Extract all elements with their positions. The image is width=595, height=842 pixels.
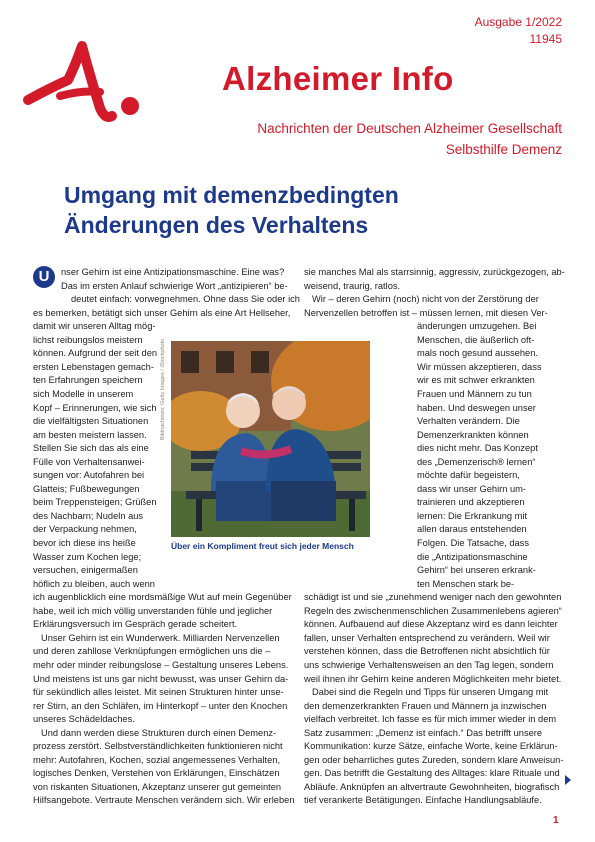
article-line: Hilfsangebote. Vertraute Menschen verändern sich. Wir erleben — [33, 795, 295, 806]
article-line: beim Treppensteigen; Grüßen — [33, 497, 157, 508]
article-line: verstehen können, dass die Betroffenen nicht absichtlich für — [304, 646, 550, 657]
article-line: prozess zerstört. Selbstverständlichkeiten funktionieren nicht — [33, 741, 283, 752]
article-line: der Verpackung nehmen, — [33, 524, 137, 535]
article-line: Kommunikation: kurze Sätze, einfache Worte, keine Erklärun- — [304, 741, 558, 752]
brand-subtitle — [257, 118, 562, 160]
article-line: mehr oder minder reibungslose – Gestaltung unseres Lebens. — [33, 659, 289, 670]
article-line: ich augenblicklich eine mordsmäßige Wut auf mein Gegenüber — [33, 592, 292, 603]
article-line: Fülle von Verhaltensanwei- — [33, 456, 145, 467]
article-line: trainieren und akzeptieren — [417, 497, 525, 508]
article-line: uns schwierige Verhaltensweisen an den Tag legen, sondern — [304, 659, 554, 670]
subtitle-line-2: Selbsthilfe Demenz — [445, 142, 562, 157]
brand-title: Alzheimer Info — [222, 60, 454, 97]
article-line: möchte dafür begeistern, — [417, 470, 520, 481]
issue-info — [475, 14, 562, 48]
article-line: Glatteis; Fußbewegungen — [33, 483, 140, 494]
article-line: für sekündlich alles leistet. Mit seinen Strukturen hinter unse- — [33, 687, 284, 698]
elderly-couple-photo — [171, 341, 370, 537]
article-line: wir es mit schwer erkrankten — [417, 375, 535, 386]
alzheimer-logo-icon — [20, 36, 145, 136]
article-line: sie manches Mal als starrsinnig, aggressiv, zurückgezogen, ab- — [304, 267, 565, 277]
article-line: Unser Gehirn ist ein Wunderwerk. Milliarden Nervenzellen — [41, 632, 280, 643]
article-line: können. Aufbauend auf diese Akzeptanz wird es dann leichter — [304, 619, 558, 630]
article-line: rer Stirn, an den Schläfen, im Hinterkopf – unter den Knochen — [33, 700, 288, 711]
article-line: bevor ich diese ins heiße — [33, 538, 136, 548]
drop-cap: U — [33, 266, 55, 288]
article-line: Regeln des zwischenmenschlichen Zusammenlebens agieren“ — [304, 605, 562, 616]
article-line: änderungen umzugehen. Bei — [417, 321, 537, 332]
issue-label: Ausgabe 1/2022 — [474, 15, 562, 29]
article-line: weil ihnen ihr Gehirn keine anderen Möglichkeiten mehr bietet. — [304, 673, 562, 684]
page-number: 1 — [553, 815, 559, 826]
article-line: von riskanten Situationen, Akzeptanz unserer gut gemeinten — [33, 781, 282, 792]
article-line: damit wir unseren Alltag mög- — [33, 321, 156, 332]
article-line: habe, weil ich mich völlig unverstanden fühle und jeglicher — [33, 605, 273, 616]
article-line: Satz zusammen: „Demenz ist einfach.“ Das betrifft unsere — [304, 727, 543, 738]
article-line: Erklärungsversuch im Gespräch gerade scheitert. — [33, 619, 238, 630]
article-line: weisend, traurig, ratlos. — [304, 280, 401, 291]
article-line: Frauen und Männern zu tun — [417, 388, 532, 399]
article-line: die „Antizipationsmaschine — [417, 551, 528, 562]
article-line: ten Menschen stark be- — [417, 578, 515, 589]
article-line: Abläufe. Anknüpfen an altvertraute Gewohnheiten, biografisch — [304, 781, 560, 792]
article-line: mals noch gesund aussehen. — [417, 348, 538, 359]
article-line: logisches Denken, Verstehen von Erklärungen, Einschätzen — [33, 768, 280, 779]
article-line: nser Gehirn ist eine Antizipationsmaschine. Eine was? — [61, 267, 285, 277]
article-line: versuchen, einigermaßen — [33, 565, 138, 576]
article-headline — [64, 180, 534, 240]
article-line: Dabei sind die Regeln und Tipps für unseren Umgang mit — [312, 687, 549, 698]
article-line: den demenzerkrankten Frauen und Männern ja inzwischen — [304, 700, 547, 711]
article-line: sich Modelle in unserem — [33, 388, 134, 399]
article-line: deutet einfach: vorwegnehmen. Ohne dass Sie oder ich — [71, 294, 300, 305]
article-line: des „Demenzerisch® lernen“ — [417, 456, 536, 467]
photo-caption: Über ein Kompliment freut sich jeder Mensch — [171, 541, 354, 551]
article-line: dies nicht mehr. Das Konzept — [417, 443, 538, 454]
article-line: Nervenzellen betroffen ist – müssen lernen, mit diesen Ver- — [304, 307, 548, 318]
article-line: Wasser zum Kochen lege; — [33, 551, 142, 562]
article-line: allen daraus entstehenden — [417, 524, 527, 535]
issue-number: 11945 — [529, 32, 562, 46]
article-line: Wir – deren Gehirn (noch) nicht von der Zerstörung der — [312, 294, 539, 305]
article-line: sungen vor: Autofahren bei — [33, 470, 145, 481]
article-line: ten Erfahrungen speichern — [33, 375, 143, 386]
article-line: können. Aufgrund der seit den — [33, 348, 158, 359]
article-line: Menschen, die äußerlich oft- — [417, 334, 535, 345]
article-line: fallen, unser Verhalten entsprechend zu verändern. Weil wir — [304, 632, 550, 643]
article-line: schädigt ist und sie „zunehmend weniger nach den gewohnten — [304, 592, 562, 603]
article-line: dass wir unser Gehirn um- — [417, 483, 527, 494]
article-line: haben. Und deswegen unser — [417, 402, 536, 413]
article-line: gen oder beharrliches gutes Zureden, sondern klare Anweisun- — [304, 754, 564, 765]
article-line: die vielfältigsten Situationen — [33, 416, 149, 427]
article-line: es bemerken, betätigt sich unser Gehirn als eine Art Hellseher, — [33, 307, 291, 318]
subtitle-line-1: Nachrichten der Deutschen Alzheimer Gesellschaft — [257, 121, 562, 136]
article-line: Verhalten verändern. Die — [417, 416, 520, 427]
article-line: vielfach verbreitet. Ich fasse es für mich immer wieder in dem — [304, 714, 557, 725]
article-line: und deren zahllose Verknüpfungen ermöglichen uns die – — [33, 646, 271, 657]
article-line: ersten Lebenstagen gemach- — [33, 361, 154, 372]
article-line: am besten meistern lassen. — [33, 429, 147, 440]
article-line: Wir müssen akzeptieren, dass — [417, 361, 542, 372]
continue-arrow-icon — [565, 775, 571, 785]
article-line: tief verankerte Betätigungen. Einfache Handlungsabläufe. — [304, 795, 542, 806]
article-line: Das im ersten Anlauf schwierige Wort „antizipieren“ be- — [61, 280, 288, 291]
article-line: Und dann werden diese Strukturen durch einen Demenz- — [41, 727, 277, 738]
headline-line-1: Umgang mit demenzbedingten — [64, 182, 399, 208]
article-line: lernen: Die Erkrankung mit — [417, 510, 528, 521]
article-line: Und meistens ist uns gar nicht bewusst, was unser Gehirn da- — [33, 673, 289, 684]
article-line: Kopf – Erinnerungen, wie sich — [33, 402, 157, 413]
article-line: des Nachbarn; Nudeln aus — [33, 510, 144, 521]
article-line: Stellen Sie sich das als eine — [33, 443, 149, 454]
article-line: mehr: Autofahren, Kochen, sozial angemessenes Verhalten, — [33, 754, 281, 765]
photo-credit: Bildnachweis: Getty Images / iStockphoto — [160, 338, 166, 440]
article-line: höflich zu bleiben, auch wenn — [33, 578, 155, 589]
article-line: Folgen. Die Tatsache, dass — [417, 538, 529, 548]
article-line: Gehirn“ bei unseren erkrank- — [417, 565, 536, 576]
article-line: unseres Schädeldaches. — [33, 714, 135, 725]
headline-line-2: Änderungen des Verhaltens — [64, 212, 369, 238]
article-line: Demenzerkrankten können — [417, 429, 529, 440]
article-line: gen. Das betrifft die Gestaltung des Alltages: klare Rituale und — [304, 768, 560, 779]
article-line: lichst reibungslos meistern — [33, 334, 143, 345]
